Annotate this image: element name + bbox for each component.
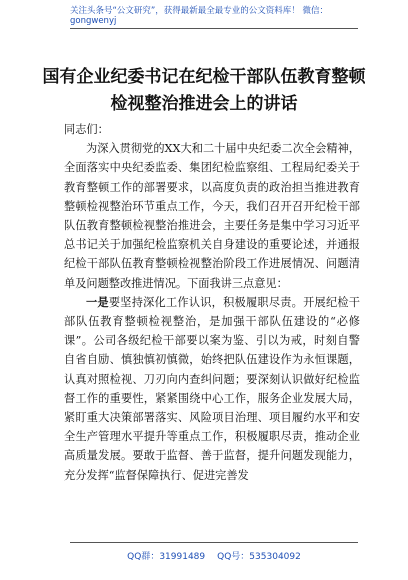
salutation: 同志们： xyxy=(64,123,109,136)
document-title: 国有企业纪委书记在纪检干部队伍教育整顿检视整治推进会上的讲话 xyxy=(42,67,366,114)
footer xyxy=(70,542,358,567)
footer-qq-group: QQ群：31991489 xyxy=(127,551,206,562)
paragraph-point-one-text: 要坚持深化工作认识，积极履职尽责。开展纪检干部队伍教育整顿检视整治，是加强干部队伍建设的“必修课”。公司各级纪检干部要以案为鉴、引以为戒，时刻自警自省自励、慎独慎初慎微，始终把队伍建设作为永恒课题，认真对照检视、刀刃向内查纠问题；要深刻认识做好纪检监督工作的重要性，紧紧围绕中心工作，服务企业发展大局，紧盯重大决策部署落实、风险项目治理、项目履约水平和安全生产管理水平提升等重点工作，积极履职尽责，推动企业高质量发展。要敢于监督、善于监督，提升问题发现能力，充分发挥“监督保障执行、促进完善发 xyxy=(64,295,360,482)
header-banner-text: 关注头条号“公文研究”，获得最新最全最专业的公文资料库！ 微信：gongwenyj xyxy=(70,6,329,26)
document-body xyxy=(64,120,360,485)
footer-qq: QQ号：535304092 xyxy=(217,551,301,562)
paragraph-intro: 为深入贯彻党的XX大和二十届中央纪委二次全会精神，全面落实中央纪委监委、集团纪检监察组、工程局纪委关于教育整顿工作的部署要求，以高度负责的政治担当推进教育整顿检视整治环节重点工作，今天，我们召开召开纪检干部队伍教育整顿检视整治推进会，主要任务是集中学习习近平总书记关于加强纪检监察机关自身建设的重要论述，并通报纪检干部队伍教育整顿检视整治阶段工作进展情况、问题清单及问题整改推进情况。下面我讲三点意见： xyxy=(64,142,360,290)
header-divider xyxy=(70,28,358,29)
header-banner xyxy=(70,4,358,26)
paragraph-point-one xyxy=(64,293,360,485)
paragraph-lead: 一是 xyxy=(86,294,109,309)
